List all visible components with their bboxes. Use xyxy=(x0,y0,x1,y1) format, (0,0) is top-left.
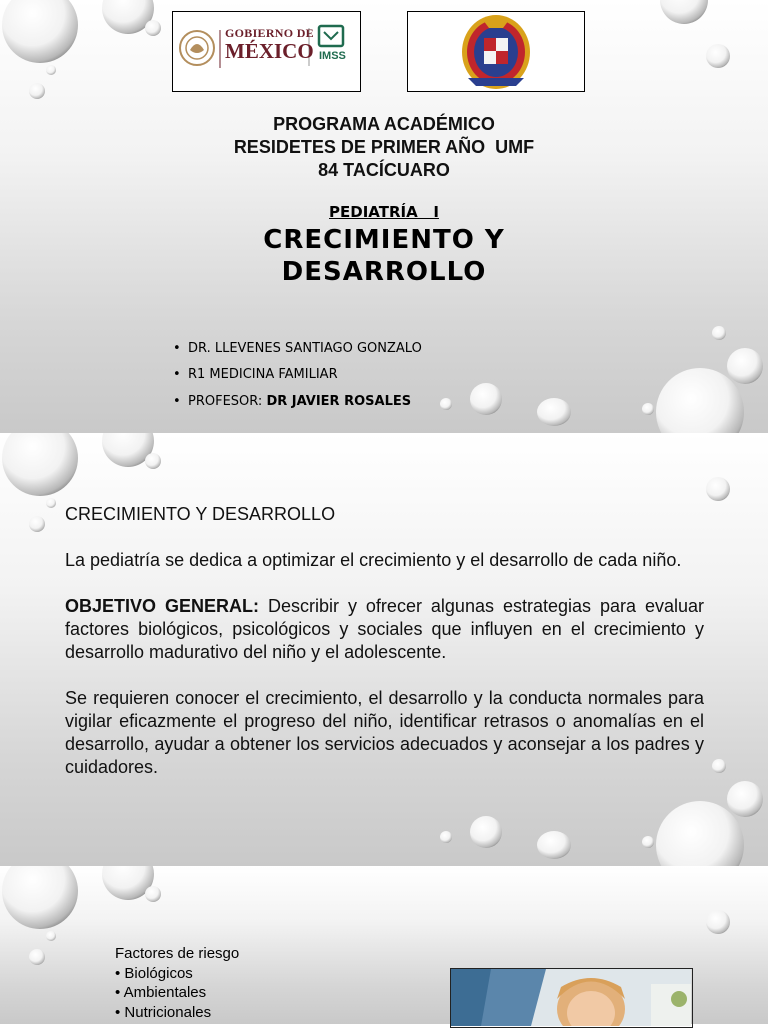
program-line-1: PROGRAMA ACADÉMICO xyxy=(273,114,495,134)
presentation-title xyxy=(0,224,768,288)
logo-gobierno-text: GOBIERNO DE xyxy=(225,26,314,40)
objective-label: OBJETIVO GENERAL: xyxy=(65,596,259,616)
author-name: DR. LLEVENES SANTIAGO GONZALO xyxy=(188,340,422,356)
professor-name: DR JAVIER ROSALES xyxy=(266,393,412,409)
list-title: Factores de riesgo xyxy=(115,945,240,962)
university-seal-logo xyxy=(407,11,585,92)
bullet-icon: • xyxy=(173,367,181,383)
author-role: R1 MEDICINA FAMILIAR xyxy=(188,367,338,383)
list-item xyxy=(173,335,422,362)
program-line-2: RESIDETES DE PRIMER AÑO UMF xyxy=(233,137,535,157)
logo-mexico-text: MÉXICO xyxy=(225,39,314,63)
bullet-icon: • xyxy=(173,393,181,409)
logo-imss-text: IMSS xyxy=(319,50,346,62)
child-photo xyxy=(450,968,693,1028)
list-item: • Biológicos xyxy=(115,964,193,982)
bullet-icon: • xyxy=(173,340,181,356)
list-item xyxy=(173,388,422,415)
list-item: • Ambientales xyxy=(115,984,207,1001)
professor-label: PROFESOR: xyxy=(188,393,263,409)
title-line-2: DESARROLLO xyxy=(281,257,487,287)
content-body xyxy=(65,503,704,802)
section-heading: CRECIMIENTO Y DESARROLLO xyxy=(65,504,336,524)
list-item: • Nutricionales xyxy=(115,1003,212,1021)
gobierno-mexico-logo xyxy=(172,11,361,92)
program-line-3: 84 TACÍCUARO xyxy=(318,160,450,180)
risk-factors-list xyxy=(115,944,239,1022)
paragraph-intro: La pediatría se dedica a optimizar el crecimiento y el desarrollo de cada niño. xyxy=(65,550,682,570)
program-heading xyxy=(0,113,768,182)
paragraph-objective xyxy=(65,595,704,664)
title-slide xyxy=(0,0,768,433)
child-photo-image xyxy=(451,969,691,1026)
title-line-1: CRECIMIENTO Y xyxy=(263,225,505,255)
paragraph-requirements: Se requieren conocer el crecimiento, el desarrollo y la conducta normales para vigilar eficazmente el progreso del niño, identificar retrasos o anomalías en el desarrollo, ayudar a obtener los servicios adecuados y aconsejar a los padres y cuidadores. xyxy=(65,688,704,777)
objective-text: Describir y ofrecer algunas estrategias para evaluar factores biológicos, psicológicos y sociales que influyen en el crecimiento y desarrollo madurativo del niño y el adolescente. xyxy=(65,596,704,662)
subject-subtitle: PEDIATRÍA I xyxy=(329,203,439,221)
list-item xyxy=(173,362,422,389)
author-list xyxy=(173,335,422,415)
university-seal-icon xyxy=(408,12,583,90)
